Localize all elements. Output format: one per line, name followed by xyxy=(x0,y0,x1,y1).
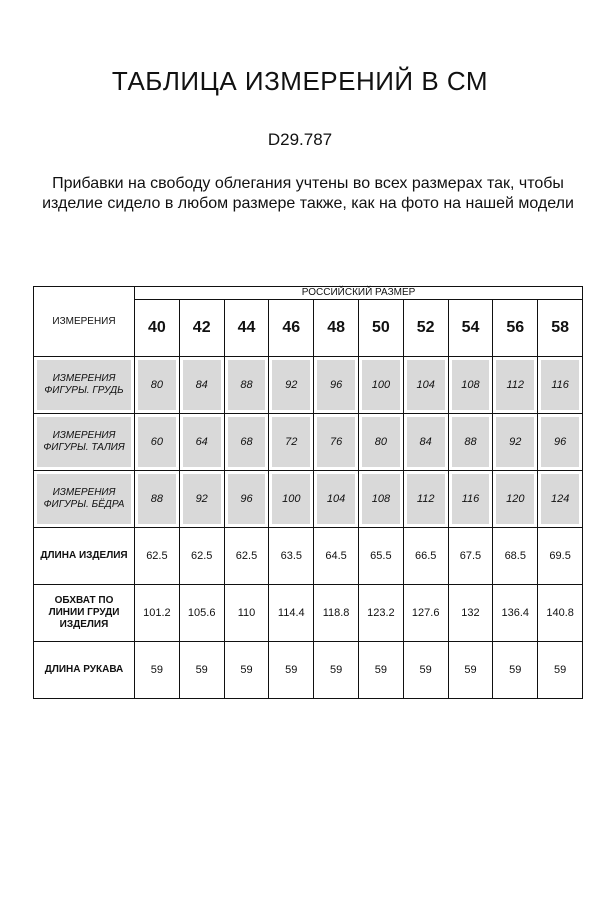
table-row xyxy=(34,585,583,642)
cell-value: 62.5 xyxy=(190,550,213,562)
row-label-text: ИЗМЕРЕНИЯ xyxy=(52,373,116,384)
value-cell xyxy=(448,471,493,528)
cell-value: 108 xyxy=(371,493,391,505)
cell-value: 88 xyxy=(464,436,477,448)
value-cell xyxy=(358,414,403,471)
size-table xyxy=(33,286,583,699)
size-header-cell: 46 xyxy=(269,300,314,357)
row-label-cell xyxy=(34,528,135,585)
cell-value: 59 xyxy=(419,664,432,676)
cell-value: 69.5 xyxy=(549,550,571,562)
value-cell xyxy=(314,471,359,528)
value-cell xyxy=(224,414,269,471)
value-cell xyxy=(448,585,493,642)
cell-value: 96 xyxy=(554,436,567,448)
value-cell xyxy=(314,642,359,699)
value-cell xyxy=(269,414,314,471)
cell-value: 80 xyxy=(374,436,387,448)
value-cell xyxy=(403,414,448,471)
value-cell xyxy=(269,585,314,642)
cell-value: 136.4 xyxy=(501,607,530,619)
value-cell xyxy=(358,642,403,699)
value-cell xyxy=(269,471,314,528)
value-cell xyxy=(493,414,538,471)
value-cell xyxy=(179,585,224,642)
cell-value: 118.8 xyxy=(322,607,350,619)
cell-value: 104 xyxy=(416,379,435,391)
row-label-cell xyxy=(34,585,135,642)
value-cell xyxy=(358,357,403,414)
value-cell xyxy=(538,528,583,585)
cell-value: 63.5 xyxy=(280,550,302,562)
cell-value: 64.5 xyxy=(325,550,347,562)
value-cell xyxy=(314,528,359,585)
value-cell xyxy=(538,414,583,471)
row-label-text: ЛИНИИ ГРУДИ xyxy=(48,607,120,618)
size-header-cell: 56 xyxy=(493,300,538,357)
row-label-text: ФИГУРЫ. ГРУДЬ xyxy=(44,385,124,396)
cell-value: 105.6 xyxy=(187,607,216,619)
row-label-cell xyxy=(34,414,135,471)
table-row xyxy=(34,357,583,414)
value-cell xyxy=(403,471,448,528)
row-label-text: ИЗДЕЛИЯ xyxy=(59,619,109,630)
table-row xyxy=(34,528,583,585)
size-header-cell: 58 xyxy=(538,300,583,357)
cell-value: 59 xyxy=(509,664,522,676)
cell-value: 59 xyxy=(554,664,567,676)
value-cell xyxy=(493,528,538,585)
value-cell xyxy=(135,357,180,414)
cell-value: 108 xyxy=(461,379,480,391)
cell-value: 62.5 xyxy=(146,550,168,562)
row-label-cell xyxy=(34,642,135,699)
value-cell xyxy=(135,528,180,585)
value-cell xyxy=(269,528,314,585)
value-cell xyxy=(224,528,269,585)
value-cell xyxy=(403,585,448,642)
measure-column-header: ИЗМЕРЕНИЯ xyxy=(34,287,135,357)
value-cell xyxy=(224,642,269,699)
cell-value: 62.5 xyxy=(235,550,258,562)
cell-value: 104 xyxy=(326,493,346,505)
value-cell xyxy=(224,585,269,642)
cell-value: 100 xyxy=(371,379,391,391)
table-header-row xyxy=(34,287,583,300)
cell-value: 92 xyxy=(285,379,298,391)
value-cell xyxy=(358,528,403,585)
value-cell xyxy=(269,642,314,699)
cell-value: 116 xyxy=(551,379,569,391)
value-cell xyxy=(538,357,583,414)
value-cell xyxy=(224,471,269,528)
value-cell xyxy=(493,357,538,414)
value-cell xyxy=(493,585,538,642)
value-cell xyxy=(135,642,180,699)
table-row xyxy=(34,471,583,528)
table-row xyxy=(34,642,583,699)
cell-value: 110 xyxy=(237,607,256,619)
cell-value: 92 xyxy=(509,436,522,448)
cell-value: 114.4 xyxy=(277,607,305,619)
row-label-cell xyxy=(34,357,135,414)
cell-value: 72 xyxy=(285,436,298,448)
cell-value: 96 xyxy=(240,493,253,505)
value-cell xyxy=(403,528,448,585)
cell-value: 112 xyxy=(506,379,525,391)
row-label-cell xyxy=(34,471,135,528)
cell-value: 59 xyxy=(150,664,164,676)
value-cell xyxy=(179,414,224,471)
value-cell xyxy=(269,357,314,414)
cell-value: 60 xyxy=(150,436,164,448)
value-cell xyxy=(224,357,269,414)
cell-value: 64 xyxy=(195,436,208,448)
value-cell xyxy=(179,642,224,699)
size-header-cell: 40 xyxy=(135,300,180,357)
value-cell xyxy=(135,471,180,528)
cell-value: 80 xyxy=(150,379,164,391)
cell-value: 92 xyxy=(195,493,208,505)
table-row xyxy=(34,414,583,471)
row-label-text: ИЗМЕРЕНИЯ xyxy=(52,487,116,498)
row-label-text: ДЛИНА ИЗДЕЛИЯ xyxy=(40,550,128,561)
value-cell xyxy=(493,642,538,699)
cell-value: 112 xyxy=(416,493,435,505)
cell-value: 66.5 xyxy=(414,550,437,562)
cell-value: 67.5 xyxy=(459,550,482,562)
size-header-cell: 54 xyxy=(448,300,493,357)
cell-value: 88 xyxy=(240,379,253,391)
cell-value: 59 xyxy=(374,664,387,676)
cell-value: 65.5 xyxy=(370,550,392,562)
value-cell xyxy=(179,357,224,414)
value-cell xyxy=(448,414,493,471)
cell-value: 124 xyxy=(550,493,570,505)
cell-value: 120 xyxy=(506,493,525,505)
cell-value: 116 xyxy=(461,493,480,505)
value-cell xyxy=(403,642,448,699)
cell-value: 59 xyxy=(464,664,477,676)
value-cell xyxy=(179,471,224,528)
value-cell xyxy=(314,414,359,471)
cell-value: 59 xyxy=(195,664,208,676)
size-header-cell: 52 xyxy=(403,300,448,357)
article-code: D29.787 xyxy=(267,130,333,149)
value-cell xyxy=(358,585,403,642)
size-header-cell: 42 xyxy=(179,300,224,357)
value-cell xyxy=(135,414,180,471)
cell-value: 100 xyxy=(282,493,301,505)
row-label-text: ФИГУРЫ. ТАЛИЯ xyxy=(43,442,125,453)
row-label-text: ИЗМЕРЕНИЯ xyxy=(52,430,116,441)
value-cell xyxy=(538,471,583,528)
row-label-text: ДЛИНА РУКАВА xyxy=(44,664,124,675)
cell-value: 68 xyxy=(240,436,253,448)
size-group-header: РОССИЙСКИЙ РАЗМЕР xyxy=(135,287,583,300)
value-cell xyxy=(179,528,224,585)
cell-value: 59 xyxy=(285,664,298,676)
size-header-cell: 48 xyxy=(314,300,359,357)
cell-value: 127.6 xyxy=(411,607,440,619)
cell-value: 101.2 xyxy=(143,607,171,619)
cell-value: 59 xyxy=(329,664,343,676)
size-header-cell: 44 xyxy=(224,300,269,357)
cell-value: 96 xyxy=(329,379,343,391)
cell-value: 132 xyxy=(461,607,480,619)
value-cell xyxy=(358,471,403,528)
cell-value: 84 xyxy=(195,379,208,391)
size-header-cell: 50 xyxy=(358,300,403,357)
page-title: ТАБЛИЦА ИЗМЕРЕНИЙ В СМ xyxy=(111,66,489,96)
cell-value: 68.5 xyxy=(504,550,526,562)
fit-description: Прибавки на свободу облегания учтены во всех размерах так, чтобы изделие сидело в любом размере также, как на фото на нашей модели xyxy=(42,175,574,212)
value-cell xyxy=(538,585,583,642)
value-cell xyxy=(314,357,359,414)
table-body xyxy=(34,357,583,699)
cell-value: 59 xyxy=(240,664,253,676)
value-cell xyxy=(538,642,583,699)
cell-value: 123.2 xyxy=(367,607,395,619)
value-cell xyxy=(448,357,493,414)
value-cell xyxy=(493,471,538,528)
value-cell xyxy=(403,357,448,414)
value-cell xyxy=(448,642,493,699)
value-cell xyxy=(314,585,359,642)
value-cell xyxy=(135,585,180,642)
row-label-text: ОБХВАТ ПО xyxy=(54,595,114,606)
cell-value: 84 xyxy=(419,436,432,448)
row-label-text: ФИГУРЫ. БЁДРА xyxy=(43,499,125,510)
cell-value: 140.8 xyxy=(546,607,574,619)
cell-value: 76 xyxy=(329,436,343,448)
value-cell xyxy=(448,528,493,585)
cell-value: 88 xyxy=(150,493,164,505)
